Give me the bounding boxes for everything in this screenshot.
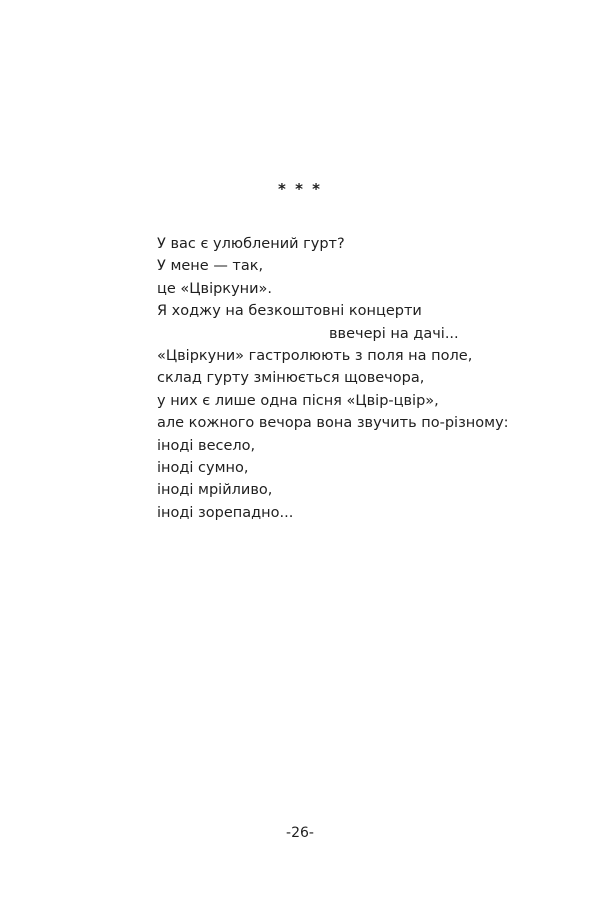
poem-line: у них є лише одна пісня «Цвір-цвір», (157, 392, 439, 409)
poem-line: склад гурту змінюється щовечора, (157, 370, 425, 387)
poem-line-indented: ввечері на дачі... (329, 325, 459, 342)
poem-line: але кожного вечора вона звучить по-різному: (157, 415, 509, 432)
poem (157, 233, 557, 524)
poem-line: іноді сумно, (157, 459, 249, 476)
poem-line: іноді мрійливо, (157, 482, 273, 499)
poem-line: У мене — так, (157, 258, 264, 275)
poem-line: «Цвіркуни» гастролюють з поля на поле, (157, 347, 473, 364)
poem-line: Я ходжу на безкоштовні концерти (157, 303, 422, 320)
poem-line: У вас є улюблений гурт? (157, 236, 345, 252)
poem-line: це «Цвіркуни». (157, 280, 273, 297)
section-divider: * * * (278, 180, 322, 198)
page-number: -26- (286, 825, 314, 841)
poem-line: іноді весело, (157, 437, 256, 454)
poem-line: іноді зорепадно... (157, 504, 294, 521)
